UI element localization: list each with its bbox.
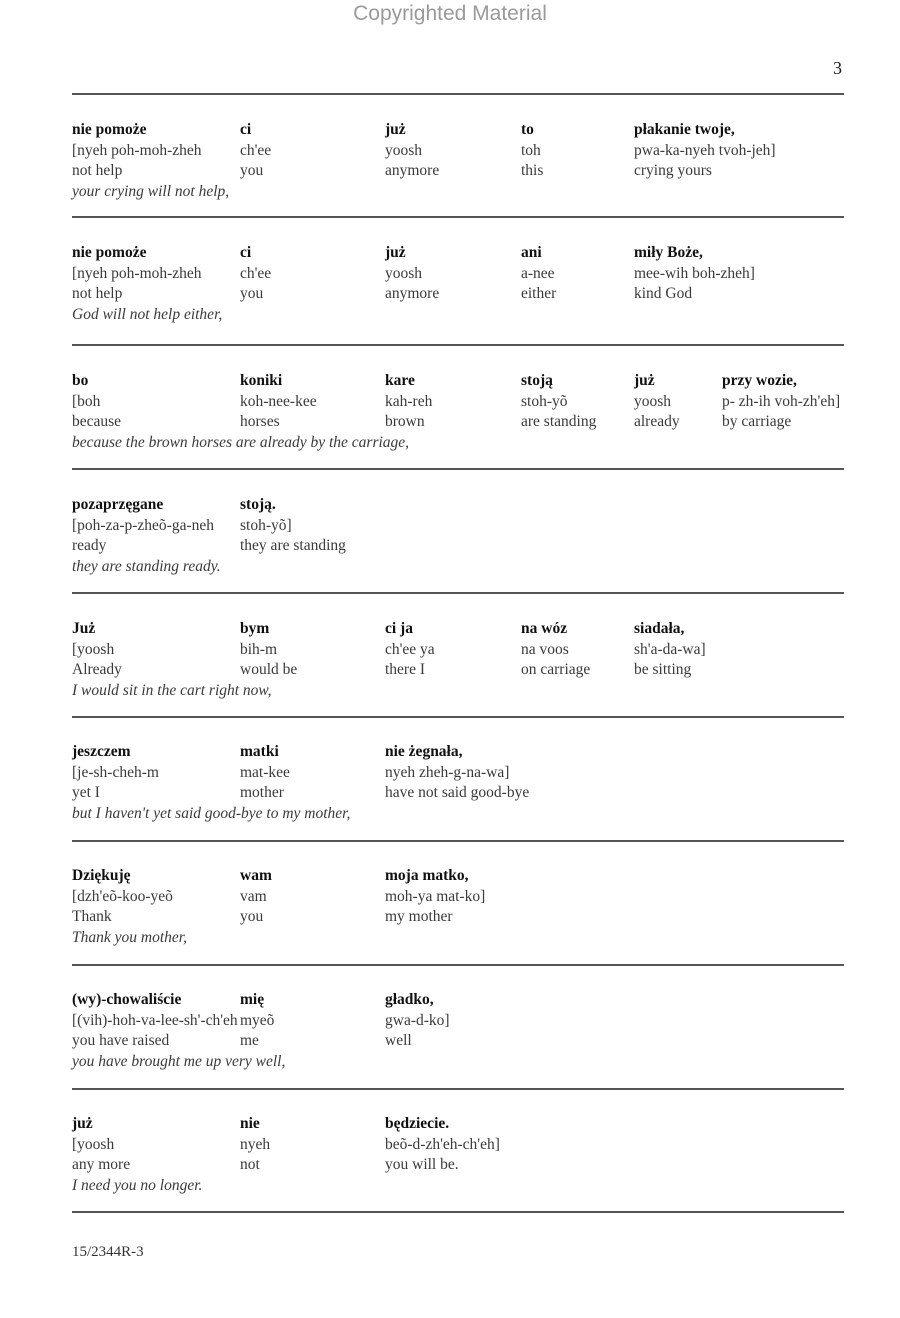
pronunciation: p- zh-ih voh-zh'eh] (722, 392, 841, 410)
gloss: not (240, 1156, 260, 1173)
lyric-word: już (634, 372, 655, 389)
lyric-word: przy wozie, (722, 372, 797, 389)
gloss: mother (240, 784, 284, 801)
gloss: you have raised (72, 1032, 170, 1049)
divider-rule (72, 1088, 844, 1090)
lyric-word: mię (240, 991, 265, 1008)
gloss-row (72, 907, 872, 928)
lyric-word: nie pomoże (72, 244, 147, 261)
footer-code: 15/2344R-3 (72, 1244, 144, 1260)
divider-rule (72, 716, 844, 718)
lyric-word: pozaprzęgane (72, 496, 164, 513)
pronunciation: stoh-yõ (521, 392, 568, 410)
gloss: well (385, 1032, 412, 1049)
gloss: my mother (385, 908, 453, 925)
lyric-word-row (72, 1114, 872, 1135)
lyric-word-row (72, 371, 872, 392)
lyric-word-row (72, 243, 872, 264)
gloss-row (72, 1155, 872, 1176)
lyric-word: już (385, 244, 406, 261)
gloss: horses (240, 413, 280, 430)
lyric-word: ci (240, 121, 252, 138)
gloss: have not said good-bye (385, 784, 530, 801)
pronunciation: ch'ee (240, 264, 272, 282)
translation: God will not help either, (72, 305, 223, 323)
pronunciation: yoosh (634, 392, 672, 410)
pronunciation: pwa-ka-nyeh tvoh-jeh] (634, 141, 776, 159)
gloss-row (72, 1031, 872, 1052)
pronunciation: kah-reh (385, 392, 433, 410)
pronunciation: myeõ (240, 1011, 275, 1029)
lyric-word: jeszczem (72, 743, 131, 760)
divider-rule (72, 592, 844, 594)
lyric-word-row (72, 990, 872, 1011)
gloss: are standing (521, 413, 597, 430)
pronunciation: vam (240, 887, 267, 905)
gloss: they are standing (240, 537, 346, 554)
pronunciation: ch'ee (240, 141, 272, 159)
gloss: this (521, 162, 544, 179)
translation: I would sit in the cart right now, (72, 681, 272, 699)
pronunciation: bih-m (240, 640, 278, 658)
gloss: any more (72, 1156, 131, 1173)
gloss: you (240, 908, 264, 925)
pronunciation: gwa-d-ko] (385, 1011, 450, 1029)
pronunciation-row (72, 1011, 872, 1032)
pronunciation: sh'a-da-wa] (634, 640, 706, 658)
copyright-watermark: Copyrighted Material (353, 2, 547, 25)
lyric-word: ci ja (385, 620, 413, 637)
pronunciation: [yoosh (72, 1135, 115, 1153)
pronunciation: stoh-yõ] (240, 516, 292, 534)
lyric-word: Już (72, 620, 96, 637)
pronunciation-row (72, 887, 872, 908)
pronunciation-row (72, 1135, 872, 1156)
gloss: brown (385, 413, 425, 430)
lyric-block (72, 1114, 872, 1196)
lyric-block (72, 371, 872, 453)
divider-rule (72, 344, 844, 346)
lyric-word: ci (240, 244, 252, 261)
lyric-word-row (72, 866, 872, 887)
pronunciation-row (72, 640, 872, 661)
lyric-word: już (385, 121, 406, 138)
gloss: because (72, 413, 122, 430)
translation: because the brown horses are already by the carriage, (72, 433, 410, 451)
lyric-word: moja matko, (385, 867, 469, 884)
pronunciation: [nyeh poh-moh-zheh (72, 141, 202, 159)
gloss: ready (72, 537, 107, 554)
gloss-row (72, 536, 872, 557)
pronunciation: [dzh'eõ-koo-yeõ (72, 887, 173, 905)
page-number: 3 (833, 58, 842, 78)
lyric-word: to (521, 121, 534, 138)
translation: I need you no longer. (72, 1176, 203, 1194)
pronunciation: [nyeh poh-moh-zheh (72, 264, 202, 282)
gloss: Already (72, 661, 122, 678)
gloss: Thank (72, 908, 112, 925)
pronunciation: [poh-za-p-zheõ-ga-neh (72, 516, 214, 534)
lyric-block (72, 742, 872, 824)
lyric-word: nie żegnała, (385, 743, 463, 760)
pronunciation-row (72, 763, 872, 784)
pronunciation-row (72, 516, 872, 537)
lyric-word: gładko, (385, 991, 434, 1008)
lyric-word: stoją. (240, 496, 276, 513)
lyric-block (72, 495, 872, 577)
pronunciation-row (72, 392, 872, 413)
gloss: me (240, 1032, 259, 1049)
lyric-word-row (72, 619, 872, 640)
pronunciation: ch'ee ya (385, 640, 435, 658)
lyric-word: siadała, (634, 620, 685, 637)
pronunciation-row (72, 264, 872, 285)
lyric-word: koniki (240, 372, 283, 389)
gloss: already (634, 413, 680, 430)
gloss: anymore (385, 285, 440, 302)
divider-rule (72, 468, 844, 470)
gloss-row (72, 161, 872, 182)
lyric-block (72, 619, 872, 701)
lyric-word-row (72, 742, 872, 763)
lyric-word: matki (240, 743, 279, 760)
gloss: on carriage (521, 661, 591, 678)
pronunciation: moh-ya mat-ko] (385, 887, 486, 905)
divider-rule (72, 93, 844, 95)
lyric-word: nie (240, 1115, 260, 1132)
divider-rule (72, 1211, 844, 1213)
lyric-word: już (72, 1115, 93, 1132)
divider-rule (72, 216, 844, 218)
translation: Thank you mother, (72, 928, 187, 946)
lyric-block (72, 120, 872, 202)
gloss: not help (72, 285, 123, 302)
lyric-word: bym (240, 620, 270, 637)
lyric-word: nie pomoże (72, 121, 147, 138)
lyric-block (72, 243, 872, 325)
pronunciation: [je-sh-cheh-m (72, 763, 159, 781)
gloss: yet I (72, 784, 100, 801)
lyric-word: Dziękuję (72, 867, 131, 884)
gloss: crying yours (634, 162, 712, 179)
lyric-word-row (72, 120, 872, 141)
lyric-block (72, 990, 872, 1072)
lyric-word: płakanie twoje, (634, 121, 735, 138)
pronunciation: nyeh zheh-g-na-wa] (385, 763, 510, 781)
gloss-row (72, 412, 872, 433)
pronunciation: na voos (521, 640, 569, 658)
pronunciation: nyeh (240, 1135, 271, 1153)
pronunciation: mee-wih boh-zheh] (634, 264, 755, 282)
lyric-word: będziecie. (385, 1115, 450, 1132)
pronunciation: mat-kee (240, 763, 290, 781)
gloss: there I (385, 661, 426, 678)
lyric-word: na wóz (521, 620, 568, 637)
pronunciation: a-nee (521, 264, 555, 282)
gloss: not help (72, 162, 123, 179)
pronunciation: [yoosh (72, 640, 115, 658)
gloss-row (72, 783, 872, 804)
lyric-word: stoją (521, 372, 553, 389)
translation: but I haven't yet said good-bye to my mother, (72, 804, 351, 822)
gloss: would be (240, 661, 298, 678)
gloss: you (240, 285, 264, 302)
pronunciation: toh (521, 141, 541, 159)
pronunciation-row (72, 141, 872, 162)
divider-rule (72, 964, 844, 966)
pronunciation: [boh (72, 392, 101, 410)
gloss: you (240, 162, 264, 179)
divider-rule (72, 840, 844, 842)
gloss: by carriage (722, 413, 792, 430)
pronunciation: koh-nee-kee (240, 392, 317, 410)
translation: they are standing ready. (72, 557, 221, 575)
lyric-block (72, 866, 872, 948)
translation: you have brought me up very well, (72, 1052, 286, 1070)
lyric-word: bo (72, 372, 89, 389)
lyric-word: ani (521, 244, 542, 261)
gloss: either (521, 285, 557, 302)
lyric-word-row (72, 495, 872, 516)
gloss-row (72, 660, 872, 681)
gloss: kind God (634, 285, 693, 302)
gloss: anymore (385, 162, 440, 179)
lyric-word: miły Boże, (634, 244, 703, 261)
lyric-word: wam (240, 867, 272, 884)
gloss: you will be. (385, 1156, 459, 1173)
pronunciation: yoosh (385, 264, 423, 282)
translation: your crying will not help, (72, 182, 230, 200)
gloss: be sitting (634, 661, 692, 678)
pronunciation: beõ-d-zh'eh-ch'eh] (385, 1135, 500, 1153)
pronunciation: yoosh (385, 141, 423, 159)
lyric-word: (wy)-chowaliście (72, 991, 182, 1008)
pronunciation: [(vih)-hoh-va-lee-sh'-ch'eh (72, 1011, 238, 1029)
gloss-row (72, 284, 872, 305)
lyric-word: kare (385, 372, 415, 389)
